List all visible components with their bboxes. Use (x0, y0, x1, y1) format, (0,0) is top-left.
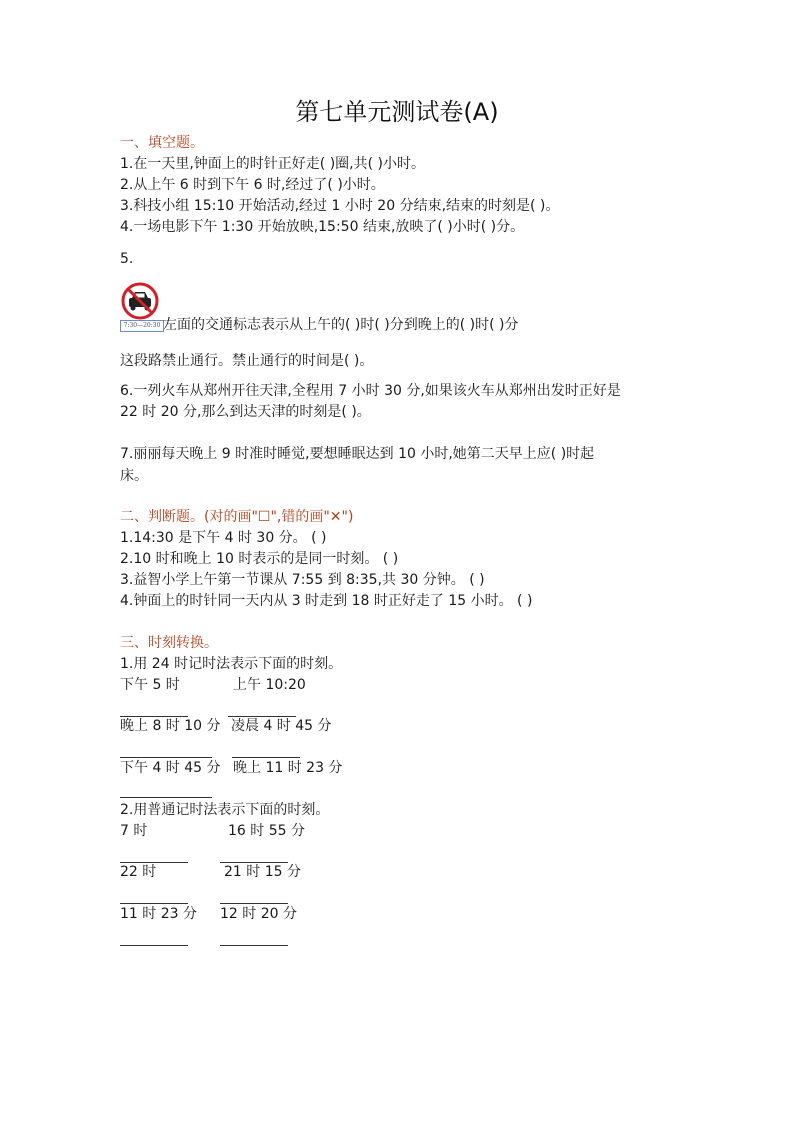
part-1-title: 1.用 24 时记时法表示下面的时刻。 (120, 656, 343, 672)
question-1-3: 3.科技小组 15:10 开始活动,经过 1 小时 20 分结束,结束的时刻是( )。 (120, 198, 560, 214)
conversion-item: 16 时 55 分 (228, 823, 305, 839)
conversion-item: 上午 10:20 (233, 677, 306, 693)
page-title: 第七单元测试卷(A) (295, 98, 499, 126)
conversion-item: 晚上 8 时 10 分 (120, 718, 221, 734)
question-2-1: 1.14:30 是下午 4 时 30 分。 ( ) (120, 530, 327, 546)
question-1-7-line2: 床。 (120, 468, 148, 484)
conversion-item: 21 时 15 分 (224, 864, 301, 880)
question-2-3: 3.益智小学上午第一节课从 7:55 到 8:35,共 30 分钟。 ( ) (120, 572, 485, 588)
no-vehicle-sign-icon (120, 281, 160, 321)
answer-blank-line (220, 903, 288, 904)
section-heading-fill-blank: 一、填空题。 (120, 135, 204, 151)
question-1-5-line1: 左面的交通标志表示从上午的( )时( )分到晚上的( )时( )分 (163, 317, 519, 333)
part-2-title: 2.用普通记时法表示下面的时刻。 (120, 802, 330, 818)
answer-blank-line (120, 757, 212, 758)
question-1-7-line1: 7.丽丽每天晚上 9 时准时睡觉,要想睡眠达到 10 小时,她第二天早上应( )时起 (120, 446, 595, 462)
section-heading-time-conversion: 三、时刻转换。 (120, 635, 218, 651)
conversion-item: 下午 5 时 (120, 677, 180, 693)
answer-blank-line (220, 945, 288, 946)
question-1-1: 1.在一天里,钟面上的时针正好走( )圈,共( )小时。 (120, 156, 426, 172)
conversion-item: 22 时 (120, 864, 157, 880)
question-1-5-number: 5. (120, 251, 134, 267)
question-1-2: 2.从上午 6 时到下午 6 时,经过了( )小时。 (120, 177, 385, 193)
section-heading-true-false: 二、判断题。(对的画"☐",错的画"✕") (120, 509, 354, 525)
conversion-item: 下午 4 时 45 分 (120, 760, 221, 776)
question-1-6-line1: 6.一列火车从郑州开往天津,全程用 7 小时 30 分,如果该火车从郑州出发时正好是 (120, 383, 621, 399)
answer-blank-line (232, 757, 300, 758)
conversion-item: 凌晨 4 时 45 分 (231, 718, 332, 734)
question-1-4: 4.一场电影下午 1:30 开始放映,15:50 结束,放映了( )小时( )分。 (120, 219, 525, 235)
conversion-item: 11 时 23 分 (120, 906, 197, 922)
answer-blank-line (120, 945, 188, 946)
conversion-item: 晚上 11 时 23 分 (233, 760, 343, 776)
question-2-4: 4.钟面上的时针同一天内从 3 时走到 18 时正好走了 15 小时。 ( ) (120, 593, 533, 609)
question-1-5-line2: 这段路禁止通行。禁止通行的时间是( )。 (120, 353, 374, 369)
answer-blank-line (120, 797, 212, 798)
sign-time-label: 7:30—20:30 (120, 320, 164, 332)
answer-blank-line (120, 903, 188, 904)
question-2-2: 2.10 时和晚上 10 时表示的是同一时刻。 ( ) (120, 551, 399, 567)
conversion-item: 7 时 (120, 823, 148, 839)
conversion-item: 12 时 20 分 (220, 906, 297, 922)
question-1-6-line2: 22 时 20 分,那么到达天津的时刻是( )。 (120, 404, 371, 420)
